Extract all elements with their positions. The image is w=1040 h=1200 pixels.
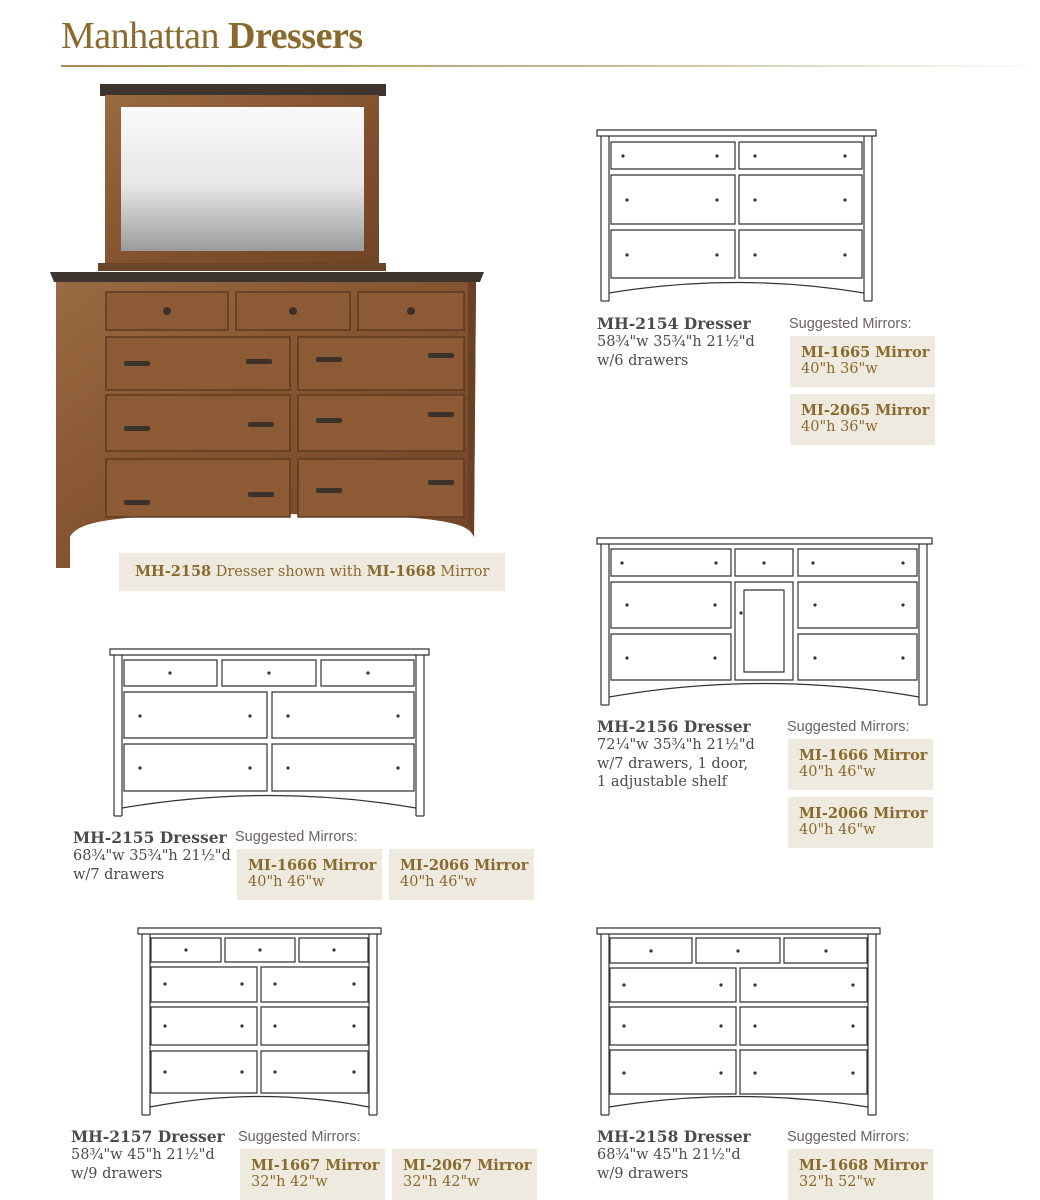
- suggested-mirrors-label: Suggested Mirrors:: [235, 829, 358, 845]
- product-dimensions: 72¼"w 35¾"h 21½"d: [597, 737, 755, 753]
- page-title: Manhattan Dressers: [61, 15, 363, 57]
- mh-2157-line-drawing: [138, 928, 382, 1116]
- mirror-option: MI-1665 Mirror 40"h 36"w: [790, 336, 935, 387]
- dresser-photo: [48, 82, 488, 572]
- mh-2158-info: [597, 1127, 751, 1183]
- product-dimensions: 68¾"w 45"h 21½"d: [597, 1147, 741, 1163]
- mirror-option: MI-2066 Mirror 40"h 46"w: [788, 797, 933, 848]
- product-description: w/7 drawers, 1 door,: [597, 755, 749, 772]
- mirror-option: MI-1668 Mirror 32"h 52"w: [788, 1149, 933, 1200]
- mirror-option: MI-1667 Mirror 32"h 42"w: [240, 1149, 385, 1200]
- mh-2154-info: [597, 314, 755, 370]
- product-name: MH-2156 Dresser: [597, 717, 751, 736]
- suggested-mirrors-label: Suggested Mirrors:: [789, 316, 912, 332]
- suggested-mirrors-label: Suggested Mirrors:: [787, 719, 910, 735]
- product-name: MH-2157 Dresser: [71, 1127, 225, 1146]
- suggested-mirrors-label: Suggested Mirrors:: [787, 1129, 910, 1145]
- mh-2155-info: [73, 828, 231, 884]
- mh-2157-info: [71, 1127, 225, 1183]
- mirror-option: MI-1666 Mirror 40"h 46"w: [237, 849, 382, 900]
- mirror-option: MI-2067 Mirror 32"h 42"w: [392, 1149, 537, 1200]
- product-name: MH-2155 Dresser: [73, 828, 227, 847]
- mirror-option: MI-2066 Mirror 40"h 46"w: [389, 849, 534, 900]
- mh-2154-line-drawing: [597, 130, 877, 302]
- product-name: MH-2154 Dresser: [597, 314, 751, 333]
- product-dimensions: 58¾"w 45"h 21½"d: [71, 1147, 215, 1163]
- product-description: w/9 drawers: [71, 1165, 163, 1182]
- product-description: w/9 drawers: [597, 1165, 689, 1182]
- product-description-2: 1 adjustable shelf: [597, 774, 727, 790]
- title-divider: [61, 65, 1040, 67]
- product-description: w/6 drawers: [597, 352, 689, 369]
- mh-2156-line-drawing: [597, 538, 933, 706]
- suggested-mirrors-label: Suggested Mirrors:: [238, 1129, 361, 1145]
- mh-2158-line-drawing: [597, 928, 881, 1116]
- product-description: w/7 drawers: [73, 866, 165, 883]
- photo-caption: MH-2158 Dresser shown with MI-1668 Mirror: [119, 553, 505, 591]
- mirror-option: MI-2065 Mirror 40"h 36"w: [790, 394, 935, 445]
- mirror-option: MI-1666 Mirror 40"h 46"w: [788, 739, 933, 790]
- mh-2155-line-drawing: [110, 649, 430, 817]
- mh-2156-info: [597, 717, 755, 792]
- product-name: MH-2158 Dresser: [597, 1127, 751, 1146]
- product-dimensions: 58¾"w 35¾"h 21½"d: [597, 334, 755, 350]
- product-dimensions: 68¾"w 35¾"h 21½"d: [73, 848, 231, 864]
